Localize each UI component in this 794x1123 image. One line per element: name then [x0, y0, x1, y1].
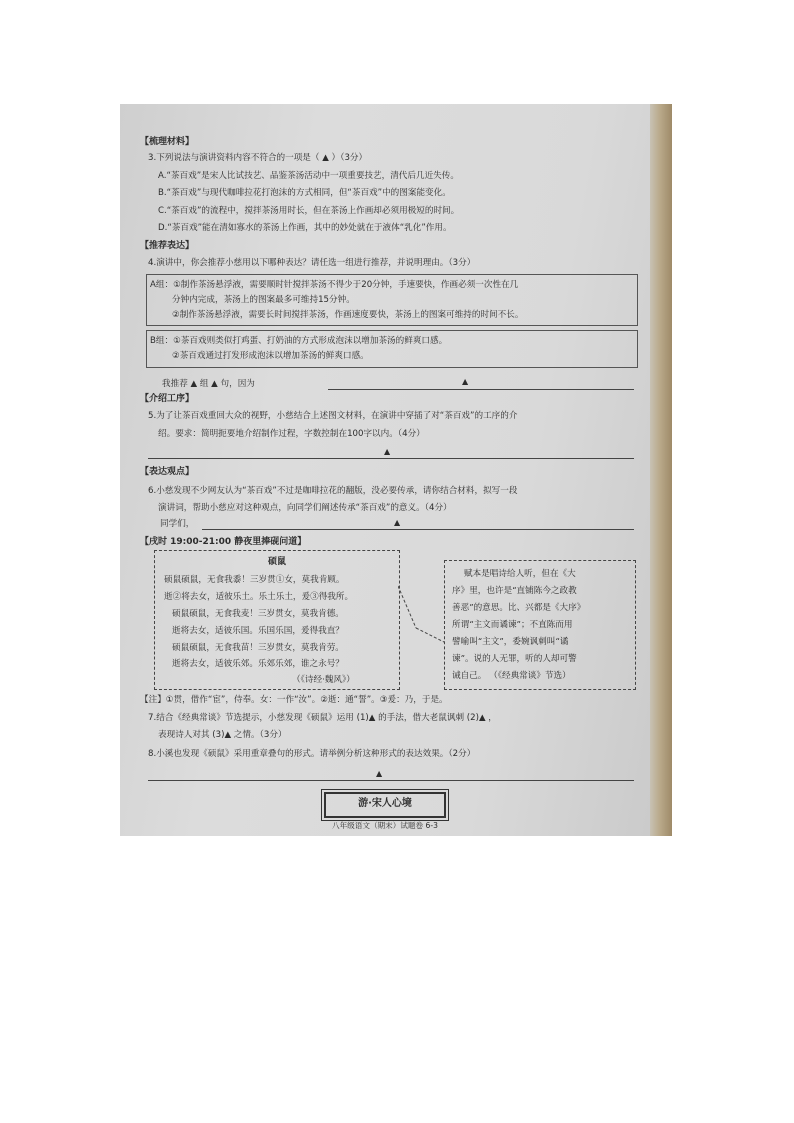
- section-heading-opinion: 【表达观点】: [140, 467, 195, 477]
- question-8-answer-line[interactable]: [148, 780, 634, 781]
- commentary-line: 谏”。说的人无罪，听的人却可警: [452, 654, 577, 664]
- poem-line: 硕鼠硕鼠，无食我苗！三岁贯女，莫我肯劳。: [172, 643, 344, 653]
- question-4-answer-line[interactable]: [328, 389, 634, 390]
- exam-page: [132, 104, 648, 836]
- poem-line: 硕鼠硕鼠，无食我黍！三岁贯①女，莫我肯顾。: [164, 575, 345, 585]
- question-5-line-1: 5.为了让茶百戏重回大众的视野，小慈结合上述图文材料，在演讲中穿插了对“茶百戏”的工序的介: [148, 411, 518, 421]
- poem-line: 逝将去女，适彼乐郊。乐郊乐郊，谁之永号？: [172, 659, 344, 669]
- commentary-line: 譬喻叫“主文”，委婉讽刺叫“谲: [452, 637, 569, 647]
- poem-line: 逝②将去女，适彼乐土。乐土乐土，爰③得我所。: [164, 592, 354, 602]
- question-8-answer-marker: ▲: [376, 769, 383, 778]
- question-3-option-a: A.“茶百戏”是宋人比试技艺、品鉴茶汤活动中一项重要技艺，清代后几近失传。: [158, 171, 459, 181]
- scanned-exam-photo: [120, 104, 672, 836]
- question-6-greeting: 同学们，: [160, 519, 195, 529]
- poem-line: 硕鼠硕鼠，无食我麦！三岁贯女，莫我肯德。: [172, 609, 344, 619]
- question-4-answer-marker: ▲: [462, 377, 469, 386]
- question-6-answer-marker: ▲: [394, 518, 401, 527]
- section-heading-process: 【介绍工序】: [140, 394, 195, 404]
- poem-title: 硕鼠: [268, 557, 287, 567]
- poem-line: 逝将去女，适彼乐国。乐国乐国，爰得我直？: [172, 626, 344, 636]
- section-heading-evening: 【戌时 19:00-21:00 静夜里捧砚问道】: [140, 537, 307, 547]
- group-a-line-3: ②制作茶汤悬浮液，需要长时间搅拌茶汤，作画速度要快，茶汤上的图案可维持的时间不长。: [172, 310, 524, 320]
- question-3-option-b: B.“茶百戏”与现代咖啡拉花打泡沫的方式相同，但“茶百戏”中的图案能变化。: [158, 188, 451, 198]
- group-b-line-2: ②茶百戏通过打发形成泡沫以增加茶汤的鲜爽口感。: [172, 351, 369, 361]
- connector-line: [398, 584, 444, 644]
- page-footer: 八年级语文（期末）试题卷 6-3: [332, 821, 438, 830]
- annotation-note: 【注】①贯，借作“宦”，侍奉。女：一作“汝”。②逝：通“誓”。③爰：乃，于是。: [140, 695, 448, 705]
- question-3-stem: 3.下列说法与演讲资料内容不符合的一项是（ ▲ ）（3分）: [148, 153, 368, 163]
- question-4-stem: 4.演讲中，你会推荐小慈用以下哪种表达？请任选一组进行推荐，并说明理由。（3分）: [148, 258, 476, 268]
- question-6-line-1: 6.小慈发现不少网友认为“茶百戏”不过是咖啡拉花的翻版，没必要传承，请你结合材料，拟写一段: [148, 486, 518, 496]
- question-6-answer-line[interactable]: [202, 529, 634, 530]
- question-4-answer-prompt: 我推荐 ▲ 组 ▲ 句，因为: [162, 379, 255, 389]
- question-3-option-d: D.“茶百戏”能在清如寡水的茶汤上作画，其中的妙处就在于液体“乳化”作用。: [158, 223, 452, 233]
- question-5-answer-line[interactable]: [148, 458, 634, 459]
- poem-source: （《诗经·魏风》）: [292, 675, 355, 685]
- section-heading-recommend: 【推荐表达】: [140, 241, 195, 251]
- question-7-line-1: 7.结合《经典常谈》节选提示，小慈发现《硕鼠》运用 (1)▲ 的手法，借大老鼠讽刺 (2)▲ ，: [148, 713, 497, 723]
- question-3-option-c: C.“茶百戏”的流程中，搅拌茶汤用时长，但在茶汤上作画却必须用极短的时间。: [158, 206, 460, 216]
- section-banner: 游·宋人心境: [324, 792, 446, 818]
- question-5-line-2: 绍。要求：简明扼要地介绍制作过程，字数控制在100字以内。（4分）: [158, 429, 425, 439]
- section-heading-materials: 【梳理材料】: [140, 137, 195, 147]
- group-b-line-1: B组：①茶百戏则类似打鸡蛋、打奶油的方式形成泡沫以增加茶汤的鲜爽口感。: [150, 336, 448, 346]
- commentary-line: 善恶”的意思。比、兴都是《大序》: [452, 603, 586, 613]
- commentary-line: 诫自己。 （《经典常谈》节选）: [452, 671, 571, 681]
- commentary-line: 序》里，也许是“直铺陈今之政教: [452, 586, 577, 596]
- group-a-line-1: A组：①制作茶汤悬浮液，需要顺时针搅拌茶汤不得少于20分钟，手速要快，作画必须一次性在几: [150, 280, 519, 290]
- group-a-line-2: 分钟内完成，茶汤上的图案最多可维持15分钟。: [172, 295, 355, 305]
- book-spine-edge: [650, 104, 672, 836]
- question-7-line-2: 表现诗人对其 (3)▲ 之情。（3分）: [158, 730, 287, 740]
- commentary-line: 赋本是唱诗给人听，但在《大: [464, 569, 576, 579]
- question-8-stem: 8.小溪也发现《硕鼠》采用重章叠句的形式。请举例分析这种形式的表达效果。（2分）: [148, 749, 476, 759]
- question-5-answer-marker: ▲: [384, 447, 391, 456]
- question-6-line-2: 演讲词，帮助小慈应对这种观点，向同学们阐述传承“茶百戏”的意义。（4分）: [158, 503, 452, 513]
- commentary-line: 所谓“主文而谲谏”；不直陈而用: [452, 620, 573, 630]
